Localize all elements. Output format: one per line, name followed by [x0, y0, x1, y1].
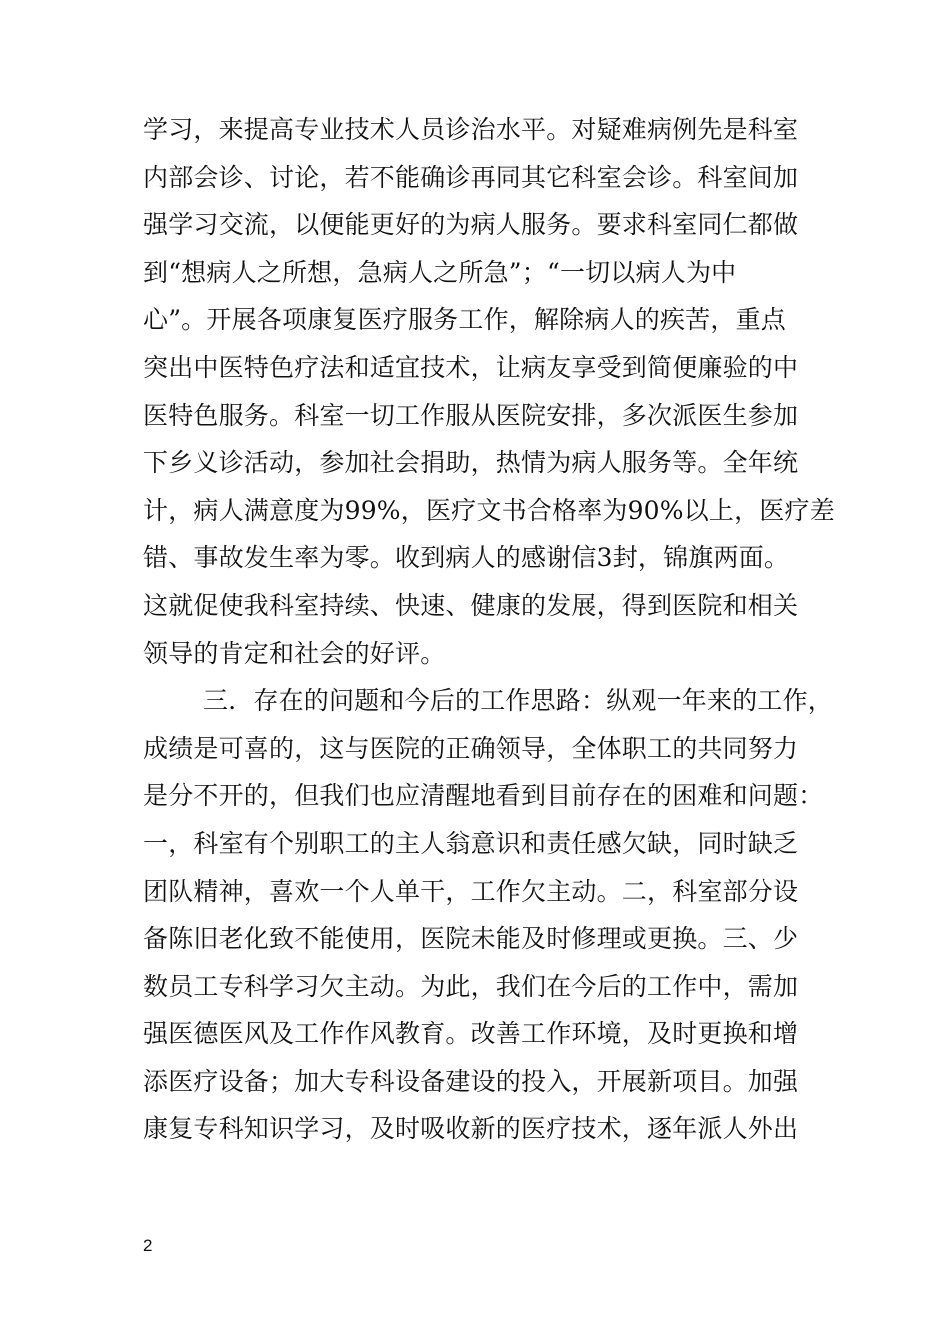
text-line: 心”。开展各项康复医疗服务工作，解除病人的疾苦，重点: [143, 305, 786, 335]
text-line: 一，科室有个别职工的主人翁意识和责任感欠缺，同时缺乏: [143, 828, 799, 858]
text-line: 突出中医特色疗法和适宜技术，让病友享受到简便廉验的中: [143, 352, 799, 382]
text-line: 医特色服务。科室一切工作服从医院安排，多次派医生参加: [143, 400, 799, 430]
text-line: 备陈旧老化致不能使用，医院未能及时修理或更换。三、少: [143, 924, 799, 954]
text-line: 下乡义诊活动，参加社会捐助，热情为病人服务等。全年统: [143, 448, 799, 478]
text-line: 康复专科知识学习，及时吸收新的医疗技术，逐年派人外出: [143, 1114, 799, 1144]
text-line: 强学习交流，以便能更好的为病人服务。要求科室同仁都做: [143, 210, 799, 240]
text-line: 到“想病人之所想，急病人之所急”；“一切以病人为中: [143, 257, 737, 287]
text-line: 强医德医风及工作作风教育。改善工作环境，及时更换和增: [143, 1019, 799, 1049]
text-line: 成绩是可喜的，这与医院的正确领导，全体职工的共同努力: [143, 733, 799, 763]
text-line: 计，病人满意度为99%，医疗文书合格率为90%以上，医疗差: [143, 495, 835, 525]
text-line: 数员工专科学习欠主动。为此，我们在今后的工作中，需加: [143, 971, 799, 1001]
text-line: 添医疗设备；加大专科设备建设的投入，开展新项目。加强: [143, 1066, 799, 1096]
text-line: 内部会诊、讨论，若不能确诊再同其它科室会诊。科室间加: [143, 162, 799, 192]
text-line: 是分不开的，但我们也应清醒地看到目前存在的困难和问题：: [143, 781, 824, 811]
body-text: [143, 106, 843, 1153]
text-line: 错、事故发生率为零。收到病人的感谢信3封，锦旗两面。: [143, 543, 790, 573]
text-line: 这就促使我科室持续、快速、健康的发展，得到医院和相关: [143, 590, 799, 620]
section-heading-line: 三．存在的问题和今后的工作思路：纵观一年来的工作，: [203, 686, 834, 716]
page-number: 2: [143, 1236, 153, 1255]
text-line: 领导的肯定和社会的好评。: [143, 638, 446, 668]
text-line: 团队精神，喜欢一个人单干，工作欠主动。二，科室部分设: [143, 876, 799, 906]
text-line: 学习，来提高专业技术人员诊治水平。对疑难病例先是科室: [143, 115, 799, 144]
